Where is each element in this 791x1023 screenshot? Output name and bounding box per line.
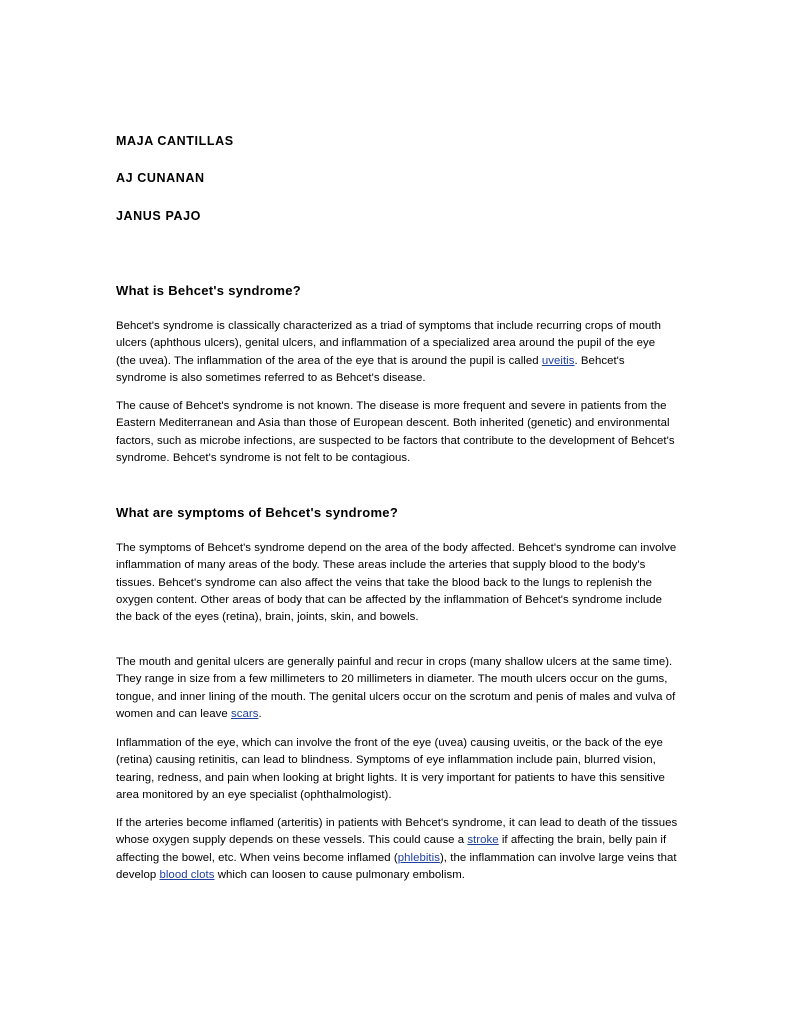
paragraph-text: . Behcet's syndrome is also sometimes referred to as Behcet's disease. [116, 354, 625, 384]
paragraph [116, 815, 678, 884]
uveitis-link[interactable]: uveitis [541, 354, 575, 367]
author-name: AJ CUNANAN [116, 171, 205, 185]
paragraph-text: The cause of Behcet's syndrome is not known. The disease is more frequent and severe in patients from the Eastern Mediterranean and Asia than those of European descent. Both inherited (genetic) and environmental factors, such as microbe infections, are suspected to be factors that contribute to the development of Behcet's syndrome. Behcet's syndrome is not felt to be contagious. [116, 400, 675, 464]
paragraph-text: Behcet's syndrome is classically characterized as a triad of symptoms that include recurring crops of mouth ulcers (aphthous ulcers), genital ulcers, and inflammation of a specialized area around the pupil of the eye (the uvea). The inflammation of the area of the eye that is around the pupil is called [116, 320, 662, 367]
paragraph-text: . [258, 707, 262, 720]
paragraph-text: If the arteries become inflamed (arteritis) in patients with Behcet's syndrome, it can lead to death of the tissues whose oxygen supply depends on these vessels. This could cause a [116, 817, 678, 847]
paragraph-text: ), the inflammation can involve large veins that develop [116, 851, 677, 881]
paragraph [116, 540, 678, 626]
paragraph [116, 735, 678, 804]
paragraph-text: which can loosen to cause pulmonary embolism. [214, 868, 465, 881]
paragraph-text: Inflammation of the eye, which can involve the front of the eye (uvea) causing uveitis, or the back of the eye (retina) causing retinitis, can lead to blindness. Symptoms of eye inflammation include pain, blurred vision, tearing, redness, and pain when looking at bright lights. It is very important for patients to have this sensitive area monitored by an eye specialist (ophthalmologist). [116, 737, 665, 801]
paragraph-text: if affecting the brain, belly pain if affecting the bowel, etc. When veins become inflamed ( [116, 834, 667, 864]
paragraph [116, 318, 678, 387]
author-name: MAJA CANTILLAS [116, 134, 234, 148]
section-heading: What are symptoms of Behcet's syndrome? [116, 505, 399, 520]
stroke-link[interactable]: stroke [467, 834, 499, 847]
section-heading: What is Behcet's syndrome? [116, 283, 301, 298]
paragraph-text: The mouth and genital ulcers are generally painful and recur in crops (many shallow ulcers at the same time). They range in size from a few millimeters to 20 millimeters in diameter. The mouth ulcers occur on the gums, tongue, and inner lining of the mouth. The genital ulcers occur on the scrotum and penis of males and vulva of women and can leave [116, 656, 676, 720]
phlebitis-link[interactable]: phlebitis [397, 851, 440, 864]
paragraph [116, 398, 678, 467]
scars-link[interactable]: scars [230, 707, 259, 720]
blood-clots-link[interactable]: blood clots [159, 868, 215, 881]
paragraph [116, 654, 678, 723]
paragraph-text: The symptoms of Behcet's syndrome depend on the area of the body affected. Behcet's syndrome can involve inflammation of many areas of the body. These areas include the arteries that supply blood to the body's tissues. Behcet's syndrome can also affect the veins that take the blood back to the lungs to replenish the oxygen content. Other areas of body that can be affected by the inflammation of Behcet's syndrome include the back of the eyes (retina), brain, joints, skin, and bowels. [116, 542, 677, 624]
author-name: JANUS PAJO [116, 209, 201, 223]
